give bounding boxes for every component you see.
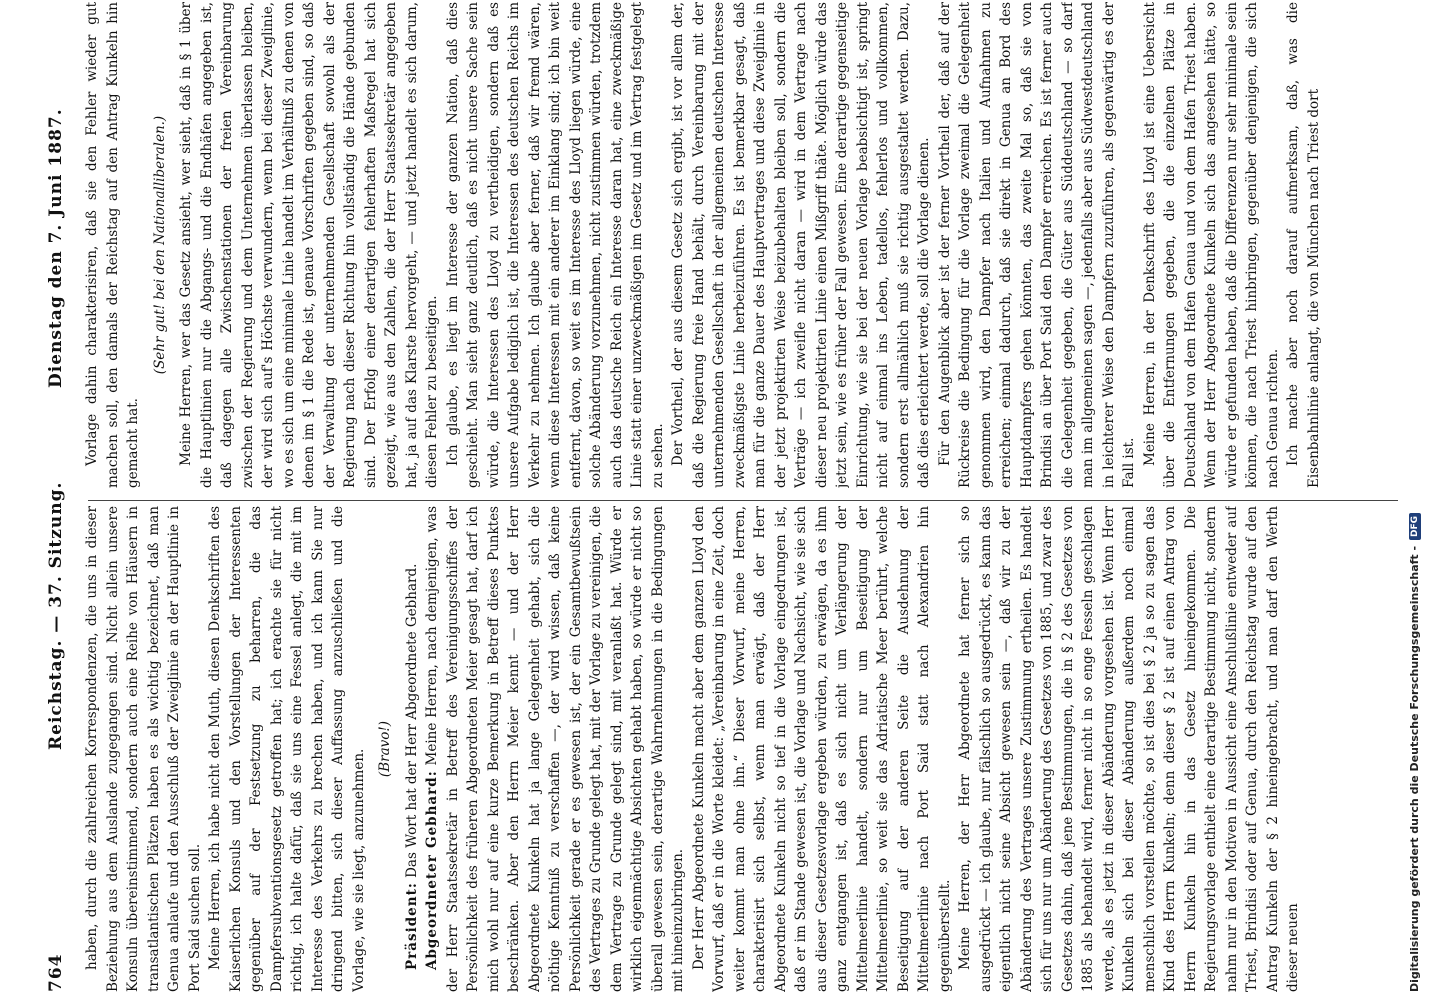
paragraph: Ich mache aber noch darauf aufmerksam, daß, was die Eisenbahnlinie anlangt, die von München nach Triest dort (1285, 2, 1322, 488)
paragraph: Der Herr Abgeordnete Kunkeln macht aber dem ganzen Lloyd den Vorwurf, daß er in die Worte kleidet: „Vereinbarung in eine Zeit, doch weiter kommt man ohne ihn.“ Dieser Vorwurf, meine Herren, charakterisirt sich selbst, wenn man erwägt, daß der Herr Abgeordnete Kunkeln nicht so tief in die Vorlage eingedrungen ist, daß er im Stande gewesen ist, die Vorlage und Nachsicht, wie sie sich aus dieser Gesetzesvorlage ergeben würden, zu erwägen, da es ihm ganz entgangen ist, daß es sich nicht um Verlängerung der Mittelmeerlinie handelt, sondern nur um Beseitigung der Mittelmeerlinie, so weit sie das Adriatische Meer berührt, welche Beseitigung auf der anderen Seite die Ausdehnung der Mittelmeerlinie nach Port Said statt nach Alexandrien hin gegenüberstellt. (690, 506, 953, 992)
interjection: (Sehr gut! bei den Nationalliberalen.) (151, 115, 168, 375)
session-title: Reichstag. — 37. Sitzung. (46, 481, 66, 750)
dfg-logo: DFG (1409, 513, 1421, 540)
digitization-credit (1408, 32, 1428, 992)
paragraph: Der Vortheil, der aus diesem Gesetz sich ergibt, ist vor allem der, daß die Regierung freie Hand behält, durch Vereinbarung mit der unternehmenden Gesellschaft in der allgemeinen deutschen Interesse zweckmäßigste Linie herbeizuführen. Es ist bemerkbar gesagt, daß man für die ganze Dauer des Hauptvertrages und diese Zweiglinie in der jetzt projektirten Weise beizubehalten bleiben soll, sondern die Verträge — ich zweifle nicht daran — wird in dem Vertrage nach dieser neu projektirten Linie einen Mißgriff thäte. Möglich würde das jetzt sein, wie es früher der Fall gewesen. Eine derartige gegenseitige Einrichtung, wie sie bei der neuen Vorlage beabsichtigt ist, springt nicht auf einmal ins Leben, tadellos, fehlerlos und vollkommen, sondern erst allmählich muß sie richtig ausgestaltet werden. Dazu, daß dies erleichtert werde, soll die Vorlage dienen. (670, 2, 932, 488)
paragraph: haben, durch die zahlreichen Korrespondenzen, die uns in dieser Beziehung aus dem Auslande zugegangen sind. Nicht allein unsere Konsuln übereinstimmend, sondern auch eine Reihe von Häusern in transatlantischen Plätzen haben es als wichtig bezeichnet, daß man Genua anlaufe und den Ausschluß der Zweiglinie an der Hauptlinie in Port Said suchen soll. (84, 506, 203, 992)
right-text-column (82, 2, 1402, 488)
paragraph: Meine Herren, der Herr Abgeordnete hat ferner sich so ausgedrückt — ich glaube, nur fälschlich so ausgedrückt, es kann das eigentlich nicht seine Absicht gewesen sein —, daß wir zu der Abänderung des Vertrages unsere Zustimmung ertheilen. Es handelt sich für uns nur um Abänderung des Gesetzes von 1885, und zwar des Gesetzes dahin, daß jene Bestimmungen, die in § 2 des Gesetzes von 1885 als behandelt wird, ferner nicht in so enge Fesseln geschlagen werde, als es jetzt in dieser Abänderung vorgesehen ist. Wenn Herr Kunkeln sich bei dieser Abänderung außerdem noch einmal menschlich vorstellen möchte, so ist dies bei § 2 ja so zu sagen das Kind des Herrn Kunkeln; denn dieser § 2 ist auf einen Antrag von Herrn Kunkeln hin in das Gesetz hineingekommen. Die Regierungsvorlage enthielt eine derartige Bestimmung nicht, sondern nahm nur in den Motiven in Aussicht eine Anschlußlinie entweder auf Triest, Brindisi oder auf Genua, durch den Reichstag wurde auf den Antrag Kunkeln der § 2 hineingebracht, und man darf den Werth dieser neuen (957, 506, 1301, 992)
column-divider (88, 500, 1398, 501)
paragraph: Meine Herren, wer das Gesetz ansieht, wer sieht, daß in § 1 über die Hauptlinien nur die Abgangs- und die Endhäfen angegeben ist, daß dagegen alle Zwischenstationen der freien Vereinbarung zwischen der Regierung und dem Unternehmen überlassen bleiben, der wird sich auf's Höchste verwundern, wenn bei dieser Zweiglinie, wo es sich um eine minimale Linie handelt im Verhältniß zu denen von denen im § 1 die Rede ist, genaue Vorschriften gegeben sind, so daß der Verwaltung der unternehmenden Gesellschaft sowohl als der Regierung nach dieser Richtung hin vollständig die Hände gebunden sind. Der Erfolg einer derartigen fehlerhaften Maßregel hat sich gezeigt, wie aus den Zahlen, die der Herr Staatssekretär angegeben hat, ja auf das Klarste hervorgeht, — und jetzt handelt es sich darum, diesen Fehler zu beseitigen. (178, 2, 440, 488)
page-header (40, 0, 76, 1000)
speech-text: Das Wort hat der Herr Abgeordnete Gebhard. (403, 563, 420, 878)
credit-text: Digitalisierung gefördert durch die Deutsche Forschungsgemeinschaft - (1408, 545, 1421, 992)
speech-text: Meine Herren, nach demjenigen, was der Herr Staatssekretär in Betreff des Vereinigungsschiffes der Persönlichkeit des früheren Abgeordneten Meier gesagt hat, darf ich mich wohl nur auf eine kurze Bemerkung in Betreff dieses Punktes beschränken. Aber den Herrn Meier kennt — und der Herr Abgeordnete Kunkeln hat ja lange Gelegenheit gehabt, sich die nöthige Kenntniß zu verschaffen —, der wird wissen, daß keine Persönlichkeit gerade er es gewesen ist, der ein Gesamtbewußtsein des Vertrages zu Grunde gelegt hat, mit der Vorlage zu vereinigen, die dem Vertrage zu Grunde gelegt sind, mit veranlaßt hat. Würde er wirklich eigenmächtige Absichten gehabt haben, so würde er nicht so überall gewesen sein, derartige Wahrnehmungen in die Bedingungen mit hineinzubringen. (424, 506, 686, 992)
left-text-column (82, 506, 1402, 992)
session-date: Dienstag den 7. Juni 1887. (46, 108, 66, 388)
speaker-paragraph (422, 506, 689, 992)
speaker-paragraph (402, 506, 423, 992)
speaker-name: Präsident: (403, 882, 420, 970)
speaker-name: Abgeordneter Gebhard: (424, 770, 440, 970)
interjection: (Bravo!) (377, 720, 393, 778)
paragraph: Meine Herren, ich habe nicht den Muth, diesen Denkschriften des Kaiserlichen Konsuls und den Vorstellungen der Interessenten gegenüber auf der Festsetzung zu beharren, die das Dampfersubventionsgesetz getroffen hat; ich erachte sie für nicht richtig, ich halte dafür, daß sie uns eine Fessel anlegt, die mit im Interesse des Verkehrs zu brechen haben, und ich kann Sie nur dringend bitten, sich dieser Auffassung anzuschließen und die Vorlage, wie sie liegt, anzunehmen. (207, 506, 367, 992)
page-number: 764 (46, 953, 66, 992)
paragraph: Für den Augenblick aber ist der ferner Vortheil der, daß auf der Rückreise die Bedingung für die Vorlage zweimal die Gelegenheit genommen wird, den Dampfer nach Italien und Aufnahmen zu erreichen; einmal dadurch, daß sie direkt in Genua an Bord des Hauptdampfers gehen könnten, das zweite Mal so, daß sie von Brindisi an über Port Said den Dampfer erreichen. Es ist ferner auch die Gelegenheit gegeben, die Güter aus Süddeutschland — so darf man im allgemeinen sagen —, jedenfalls aber aus Südwestdeutschland in leichterer Weise den Dampfern zuzuführen, als gegenwärtig es der Fall ist. (936, 2, 1137, 488)
paragraph: Vorlage dahin charakterisiren, daß sie den Fehler wieder gut machen soll, den damals der Reichstag auf den Antrag Kunkeln hin gemacht hat. (84, 2, 141, 488)
paragraph: Ich glaube, es liegt im Interesse der ganzen Nation, daß dies geschieht. Man sieht ganz deutlich, daß es nicht unsere Sache sein würde, die Interessen des Lloyd zu vertheidigen, sondern daß es unsere Aufgabe lediglich ist, die Interessen des deutschen Reichs im Verkehr zu nehmen. Ich glaube aber ferner, daß wir fremd wären, wenn diese Interessen mit ein anderer im Einklang sind; ich bin weit entfernt, davon, so weit es im Interesse des Lloyd liegen würde, eine solche Abänderung vorzunehmen, nicht zustimmen würden, trotzdem auch das deutsche Reich ein Interesse daran hat, eine zweckmäßige Linie statt einer unzweckmäßigen im Gesetz und im Vertrag festgelegt zu sehen. (444, 2, 666, 488)
paragraph: Meine Herren, in der Denkschrift des Lloyd ist eine Uebersicht über die Entfernungen gegeben, die die einzelnen Plätze in Deutschland von dem Hafen Genua und von dem Hafen Triest haben. Wenn der Herr Abgeordnete Kunkeln sich das angesehen hätte, so würde er gefunden haben, daß die Differenzen nur sehr minimale sein können, die nach Triest hinbringen, gegenüber denjenigen, die sich nach Genua richten. (1141, 2, 1281, 488)
